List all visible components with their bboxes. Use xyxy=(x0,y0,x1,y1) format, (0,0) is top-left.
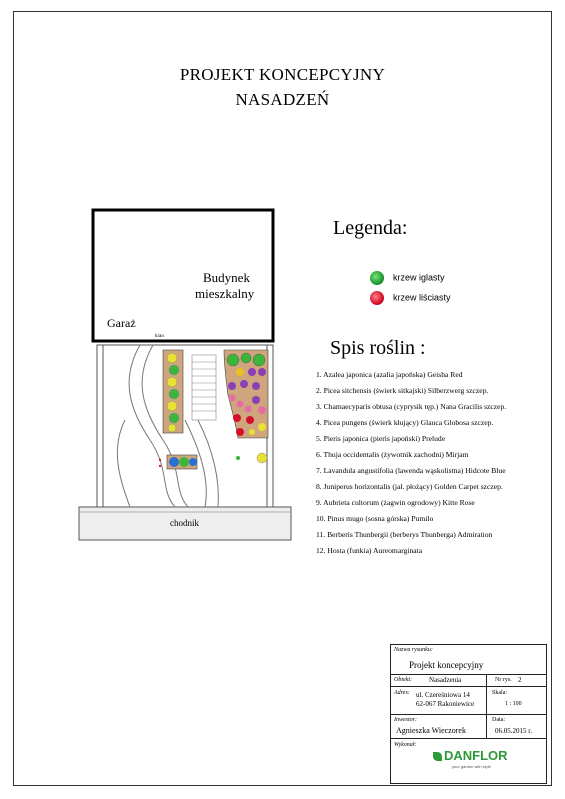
stairs xyxy=(192,355,216,420)
tb-address-label: Adres: xyxy=(394,690,410,696)
tb-address-row xyxy=(391,687,546,715)
page-title-line1: PROJEKT KONCEPCYJNY xyxy=(179,65,386,84)
tb-scale: 1 : 100 xyxy=(505,701,522,707)
page-title-line2: NASADZEŃ xyxy=(235,90,330,109)
conifer-shrub-icon xyxy=(370,271,384,285)
plant-list-item: 10. Pinus mugo (sosna górska) Pumilo xyxy=(316,514,434,523)
tb-made-by-label: Wykonał: xyxy=(394,742,417,748)
tb-object-row xyxy=(391,675,546,687)
company-name: DANFLOR xyxy=(444,748,508,763)
tb-object: Nasadzenia xyxy=(429,676,462,684)
legend-item-conifer xyxy=(370,271,445,285)
plant-list xyxy=(316,367,506,559)
plant-list-item: 9. Aubrieta cultorum (żagwin ogrodowy) Kitte Rose xyxy=(316,498,475,507)
legend-item-deciduous xyxy=(370,291,451,305)
plant-list-item: 3. Chamaecyparis obtusa (cyprysik tęp.) Nana Gracilis szczep. xyxy=(316,402,507,411)
company-tagline: your garden with style xyxy=(452,764,491,769)
plant-list-item: 12. Hosta (funkia) Aureomarginata xyxy=(316,546,423,555)
sidewalk-label: chodnik xyxy=(170,518,199,528)
tb-nr-label: Nr rys. xyxy=(495,677,512,683)
tb-investor: Agnieszka Wieczorek xyxy=(396,726,466,735)
tb-object-label: Obiekt: xyxy=(394,677,412,683)
tb-drawing-name-label: Nazwa rysunku: xyxy=(394,647,433,653)
tb-drawing-name: Projekt koncepcyjny xyxy=(409,660,484,670)
legend-title: Legenda: xyxy=(333,217,408,239)
company-logo xyxy=(433,748,508,763)
plant-list-item: 1. Azalea japonica (azalia japońska) Geisha Red xyxy=(316,370,463,379)
tb-address-line2: 62-067 Rakoniewice xyxy=(416,700,475,708)
tb-scale-label: Skala: xyxy=(492,690,507,696)
tb-drawing-name-cell xyxy=(391,645,546,675)
plant-list-title: Spis roślin : xyxy=(330,337,426,359)
title-block xyxy=(390,644,547,784)
plant-list-item: 8. Juniperus horizontalis (jał. płożący) Golden Carpet szczep. xyxy=(316,482,503,491)
plant-list-item: 7. Lavandula angustifolia (lawenda wąskolistna) Hidcote Blue xyxy=(316,466,506,475)
plant-list-item: 6. Thuja occidentalis (żywotnik zachodni) Mirjam xyxy=(316,450,469,459)
tb-date: 06.05.2015 r. xyxy=(495,727,532,735)
tb-nr: 2 xyxy=(518,676,522,684)
tb-investor-row xyxy=(391,715,546,739)
garage-label: Garaż xyxy=(107,316,136,330)
plant-list-item: 4. Picea pungens (świerk kłujący) Glauca Globosa szczep. xyxy=(316,418,494,427)
tb-address-line1: ul. Czereśniowa 14 xyxy=(416,691,470,699)
tb-divider xyxy=(486,675,487,739)
legend-label-conifer: krzew iglasty xyxy=(393,272,445,283)
deciduous-shrub-icon xyxy=(370,291,384,305)
legend-label-deciduous: krzew liściasty xyxy=(393,292,451,303)
tb-date-label: Data: xyxy=(492,717,505,723)
plant-list-item: 2. Picea sitchensis (świerk sitkajski) Silberzwerg szczep. xyxy=(316,386,489,395)
building-label-1: Budynek xyxy=(203,270,250,285)
building-label-2: mieszkalny xyxy=(195,286,255,301)
leaf-icon xyxy=(433,752,442,761)
plant-list-item: 5. Pieris japonica (pieris japoński) Prelude xyxy=(316,434,446,443)
small-label: kran xyxy=(155,334,164,339)
plant-list-item: 11. Berberis Thunbergii (berberys Thunberga) Admiration xyxy=(316,530,493,539)
tb-investor-label: Inwestor: xyxy=(394,717,417,723)
